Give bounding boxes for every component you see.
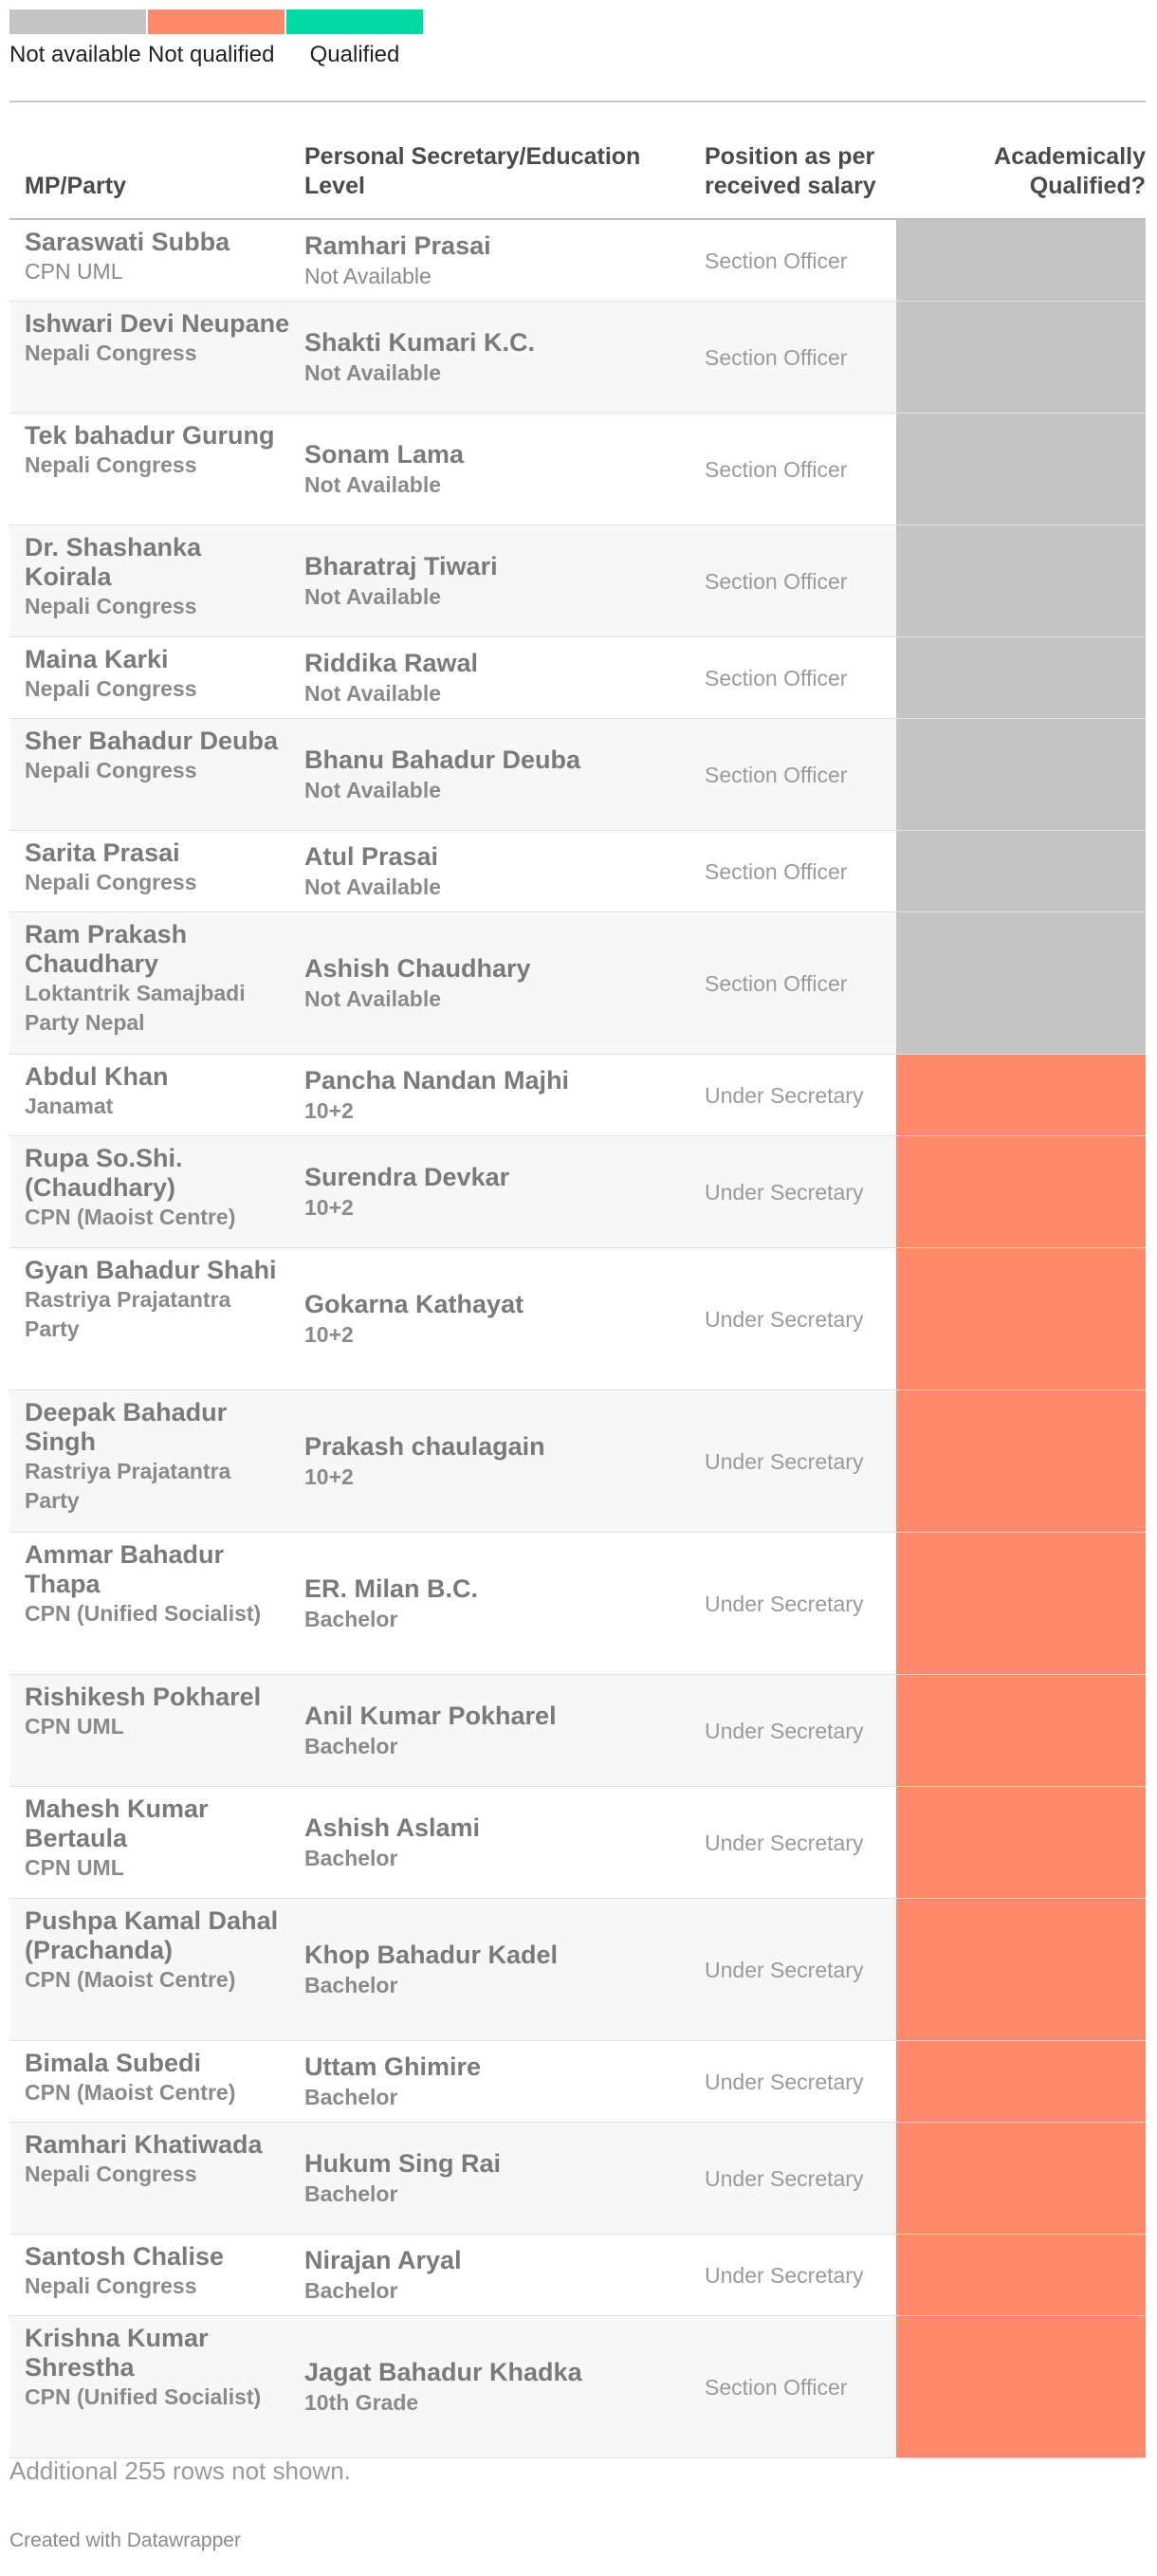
cell-qualified-status xyxy=(896,2123,1146,2234)
table-row xyxy=(9,1899,1146,2041)
secretary-name: ER. Milan B.C. xyxy=(304,1573,479,1603)
cell-position: Under Secretary xyxy=(705,1448,864,1474)
mp-name: Sarita Prasai xyxy=(25,838,180,867)
party-name: CPN (Unified Socialist) xyxy=(25,1601,262,1626)
cell-mp-party xyxy=(25,2316,290,2412)
cell-secretary xyxy=(304,2148,693,2209)
education-level: 10+2 xyxy=(304,1194,354,1220)
secretary-name: Jagat Bahadur Khadka xyxy=(304,2357,582,2386)
cell-mp-party xyxy=(25,2123,290,2189)
cell-qualified-status xyxy=(896,1055,1146,1135)
table-row xyxy=(9,2316,1146,2458)
cell-secretary xyxy=(304,745,693,805)
table-row xyxy=(9,1787,1146,1899)
cell-qualified-status xyxy=(896,912,1146,1054)
secretary-name: Ashish Chaudhary xyxy=(304,953,531,983)
table-row xyxy=(9,719,1146,831)
legend-label: Not qualified xyxy=(148,42,275,67)
legend xyxy=(9,0,1146,76)
cell-qualified-status xyxy=(896,1533,1146,1674)
cell-qualified-status xyxy=(896,637,1146,718)
cell-secretary xyxy=(304,230,693,291)
cell-mp-party xyxy=(25,1055,290,1121)
table-row xyxy=(9,2123,1146,2235)
cell-qualified-status xyxy=(896,2316,1146,2457)
cell-secretary xyxy=(304,2052,693,2112)
education-level: Bachelor xyxy=(304,1606,398,1631)
mp-name: Tek bahadur Gurung xyxy=(25,421,275,450)
cell-position: Under Secretary xyxy=(705,1179,864,1205)
mp-name: Krishna Kumar Shrestha xyxy=(25,2324,209,2382)
column-header-qualified[interactable]: Academically Qualified? xyxy=(994,143,1146,199)
cell-secretary xyxy=(304,2357,693,2418)
cell-position: Section Officer xyxy=(705,344,848,370)
education-level: Not Available xyxy=(304,874,441,899)
secretary-name: Pancha Nandan Majhi xyxy=(304,1065,570,1095)
cell-position: Under Secretary xyxy=(705,2069,864,2094)
table-row xyxy=(9,2041,1146,2123)
table-row xyxy=(9,2235,1146,2316)
cell-mp-party xyxy=(25,2041,290,2107)
cell-qualified-status xyxy=(896,2235,1146,2315)
cell-qualified-status xyxy=(896,1675,1146,1786)
mp-name: Saraswati Subba xyxy=(25,228,230,256)
education-level: Not Available xyxy=(304,359,441,385)
legend-swatch-not-available xyxy=(9,9,146,34)
cell-qualified-status xyxy=(896,1248,1146,1389)
cell-qualified-status xyxy=(896,1787,1146,1898)
legend-item-not-qualified xyxy=(148,9,285,68)
cell-secretary xyxy=(304,841,693,902)
party-name: Janamat xyxy=(25,1094,114,1118)
table-row xyxy=(9,637,1146,719)
cell-mp-party xyxy=(25,1899,290,1995)
secretary-name: Riddika Rawal xyxy=(304,648,479,677)
column-header-secretary[interactable]: Personal Secretary/Education Level xyxy=(304,143,641,199)
cell-qualified-status xyxy=(896,719,1146,830)
cell-secretary xyxy=(304,1940,693,2000)
cell-qualified-status xyxy=(896,2041,1146,2122)
cell-mp-party xyxy=(25,719,290,785)
party-name: Rastriya Prajatantra Party xyxy=(25,1287,231,1341)
table-row xyxy=(9,1390,1146,1533)
legend-item-qualified xyxy=(286,9,423,68)
education-level: Bachelor xyxy=(304,1733,398,1758)
mp-name: Ammar Bahadur Thapa xyxy=(25,1540,225,1598)
cell-qualified-status xyxy=(896,831,1146,911)
column-header-position[interactable]: Position as per received salary xyxy=(705,143,876,199)
table-row xyxy=(9,1533,1146,1675)
education-level: 10+2 xyxy=(304,1321,354,1347)
cell-position: Under Secretary xyxy=(705,1591,864,1616)
cell-secretary xyxy=(304,551,693,612)
cell-mp-party xyxy=(25,2235,290,2301)
cell-secretary xyxy=(304,1431,693,1492)
cell-mp-party xyxy=(25,1787,290,1883)
party-name: CPN (Maoist Centre) xyxy=(25,1205,236,1229)
cell-secretary xyxy=(304,1162,693,1223)
party-name: Nepali Congress xyxy=(25,452,197,477)
cell-position: Section Officer xyxy=(705,568,848,594)
table-row xyxy=(9,525,1146,637)
party-name: Nepali Congress xyxy=(25,676,197,701)
mp-name: Ramhari Khatiwada xyxy=(25,2130,263,2159)
education-level: Not Available xyxy=(304,777,441,802)
mp-name: Mahesh Kumar Bertaula xyxy=(25,1794,209,1852)
cell-secretary xyxy=(304,2245,693,2306)
secretary-name: Atul Prasai xyxy=(304,841,439,871)
cell-mp-party xyxy=(25,1390,290,1516)
party-name: Nepali Congress xyxy=(25,340,197,365)
legend-swatch-qualified xyxy=(286,9,423,34)
cell-position: Under Secretary xyxy=(705,1718,864,1743)
table-row xyxy=(9,1675,1146,1787)
mp-name: Rupa So.Shi. (Chaudhary) xyxy=(25,1144,183,1202)
mp-name: Gyan Bahadur Shahi xyxy=(25,1256,277,1284)
legend-label: Not available xyxy=(9,42,141,67)
party-name: Nepali Congress xyxy=(25,870,197,894)
cell-position: Section Officer xyxy=(705,970,848,996)
mp-name: Rishikesh Pokharel xyxy=(25,1683,262,1711)
mp-name: Deepak Bahadur Singh xyxy=(25,1398,228,1456)
footnote: Additional 255 rows not shown. xyxy=(9,2456,351,2485)
cell-mp-party xyxy=(25,1248,290,1344)
secretary-name: Ashish Aslami xyxy=(304,1812,481,1842)
cell-position: Section Officer xyxy=(705,456,848,482)
cell-mp-party xyxy=(25,1675,290,1741)
education-level: Not Available xyxy=(304,471,441,497)
mp-name: Bimala Subedi xyxy=(25,2049,202,2077)
cell-position: Under Secretary xyxy=(705,1830,864,1855)
mp-name: Ishwari Devi Neupane xyxy=(25,309,290,338)
party-name: CPN UML xyxy=(25,259,123,284)
party-name: CPN UML xyxy=(25,1855,124,1880)
cell-position: Under Secretary xyxy=(705,2165,864,2191)
cell-secretary xyxy=(304,439,693,500)
secretary-name: Gokarna Kathayat xyxy=(304,1289,524,1318)
secretary-name: Bhanu Bahadur Deuba xyxy=(304,745,581,774)
secretary-name: Khop Bahadur Kadel xyxy=(304,1940,559,1969)
cell-mp-party xyxy=(25,414,290,480)
education-level: 10+2 xyxy=(304,1463,354,1489)
cell-qualified-status xyxy=(896,1899,1146,2040)
table-row xyxy=(9,1248,1146,1390)
cell-mp-party xyxy=(25,302,290,368)
cell-mp-party xyxy=(25,912,290,1038)
party-name: Nepali Congress xyxy=(25,594,197,618)
party-name: CPN UML xyxy=(25,1714,124,1739)
secretary-name: Prakash chaulagain xyxy=(304,1431,545,1461)
secretary-name: Hukum Sing Rai xyxy=(304,2148,502,2178)
cell-qualified-status xyxy=(896,220,1146,301)
table-row xyxy=(9,1136,1146,1248)
cell-position: Under Secretary xyxy=(705,1082,864,1108)
cell-secretary xyxy=(304,1289,693,1350)
cell-secretary xyxy=(304,1701,693,1761)
cell-position: Section Officer xyxy=(705,665,848,690)
column-header-mp-party[interactable]: MP/Party xyxy=(25,173,126,199)
cell-mp-party xyxy=(25,525,290,621)
cell-position: Under Secretary xyxy=(705,2262,864,2288)
mp-name: Santosh Chalise xyxy=(25,2242,225,2271)
cell-qualified-status xyxy=(896,302,1146,413)
cell-position: Under Secretary xyxy=(705,1306,864,1332)
cell-mp-party xyxy=(25,831,290,897)
cell-position: Section Officer xyxy=(705,2374,848,2400)
cell-qualified-status xyxy=(896,1390,1146,1532)
cell-mp-party xyxy=(25,1533,290,1628)
cell-secretary xyxy=(304,1812,693,1873)
mp-name: Pushpa Kamal Dahal (Prachanda) xyxy=(25,1906,279,1964)
party-name: CPN (Unified Socialist) xyxy=(25,2384,262,2409)
education-level: Bachelor xyxy=(304,1972,398,1997)
table-row xyxy=(9,912,1146,1055)
party-name: Nepali Congress xyxy=(25,758,197,782)
cell-qualified-status xyxy=(896,525,1146,636)
legend-label: Qualified xyxy=(309,42,400,67)
legend-swatch-not-qualified xyxy=(148,9,285,34)
secretary-name: Nirajan Aryal xyxy=(304,2245,462,2274)
party-name: Loktantrik Samajbadi Party Nepal xyxy=(25,981,246,1035)
mp-name: Sher Bahadur Deuba xyxy=(25,727,279,755)
cell-position: Section Officer xyxy=(705,248,848,273)
cell-position: Section Officer xyxy=(705,858,848,884)
education-level: Bachelor xyxy=(304,2277,398,2303)
education-level: Bachelor xyxy=(304,2084,398,2109)
cell-qualified-status xyxy=(896,1136,1146,1247)
credit-text: Created with Datawrapper xyxy=(9,2530,241,2551)
cell-qualified-status xyxy=(896,414,1146,524)
secretary-name: Uttam Ghimire xyxy=(304,2052,482,2081)
table-row xyxy=(9,1055,1146,1136)
cell-mp-party xyxy=(25,637,290,704)
cell-mp-party xyxy=(25,1136,290,1232)
datawrapper-table-chart xyxy=(9,0,1146,2415)
mp-name: Abdul Khan xyxy=(25,1062,169,1091)
cell-secretary xyxy=(304,1573,693,1634)
secretary-name: Ramhari Prasai xyxy=(304,230,491,260)
table-row xyxy=(9,302,1146,414)
cell-secretary xyxy=(304,648,693,708)
secretary-name: Sonam Lama xyxy=(304,439,465,469)
table-header xyxy=(9,102,1146,220)
education-level: Not Available xyxy=(304,583,441,609)
education-level: Not Available xyxy=(304,985,441,1011)
mp-name: Ram Prakash Chaudhary xyxy=(25,920,188,978)
cell-secretary xyxy=(304,327,693,388)
legend-item-not-available xyxy=(9,9,146,68)
education-level: Not Available xyxy=(304,263,432,288)
secretary-name: Surendra Devkar xyxy=(304,1162,510,1191)
secretary-name: Anil Kumar Pokharel xyxy=(304,1701,557,1730)
party-name: CPN (Maoist Centre) xyxy=(25,2080,236,2105)
party-name: Nepali Congress xyxy=(25,2273,197,2298)
cell-position: Section Officer xyxy=(705,762,848,787)
cell-position: Under Secretary xyxy=(705,1957,864,1982)
cell-secretary xyxy=(304,953,693,1014)
education-level: Not Available xyxy=(304,680,441,706)
education-level: 10th Grade xyxy=(304,2389,419,2415)
party-name: Rastriya Prajatantra Party xyxy=(25,1459,231,1513)
mp-name: Maina Karki xyxy=(25,645,169,673)
table-row xyxy=(9,831,1146,912)
secretary-name: Shakti Kumari K.C. xyxy=(304,327,536,357)
table-row xyxy=(9,414,1146,525)
table-row xyxy=(9,220,1146,302)
mp-name: Dr. Shashanka Koirala xyxy=(25,533,202,591)
cell-mp-party xyxy=(25,220,290,286)
party-name: CPN (Maoist Centre) xyxy=(25,1967,236,1992)
table-body xyxy=(9,220,1146,2458)
education-level: Bachelor xyxy=(304,2180,398,2206)
education-level: 10+2 xyxy=(304,1097,354,1123)
cell-secretary xyxy=(304,1065,693,1126)
secretary-name: Bharatraj Tiwari xyxy=(304,551,498,580)
party-name: Nepali Congress xyxy=(25,2162,197,2186)
education-level: Bachelor xyxy=(304,1845,398,1870)
